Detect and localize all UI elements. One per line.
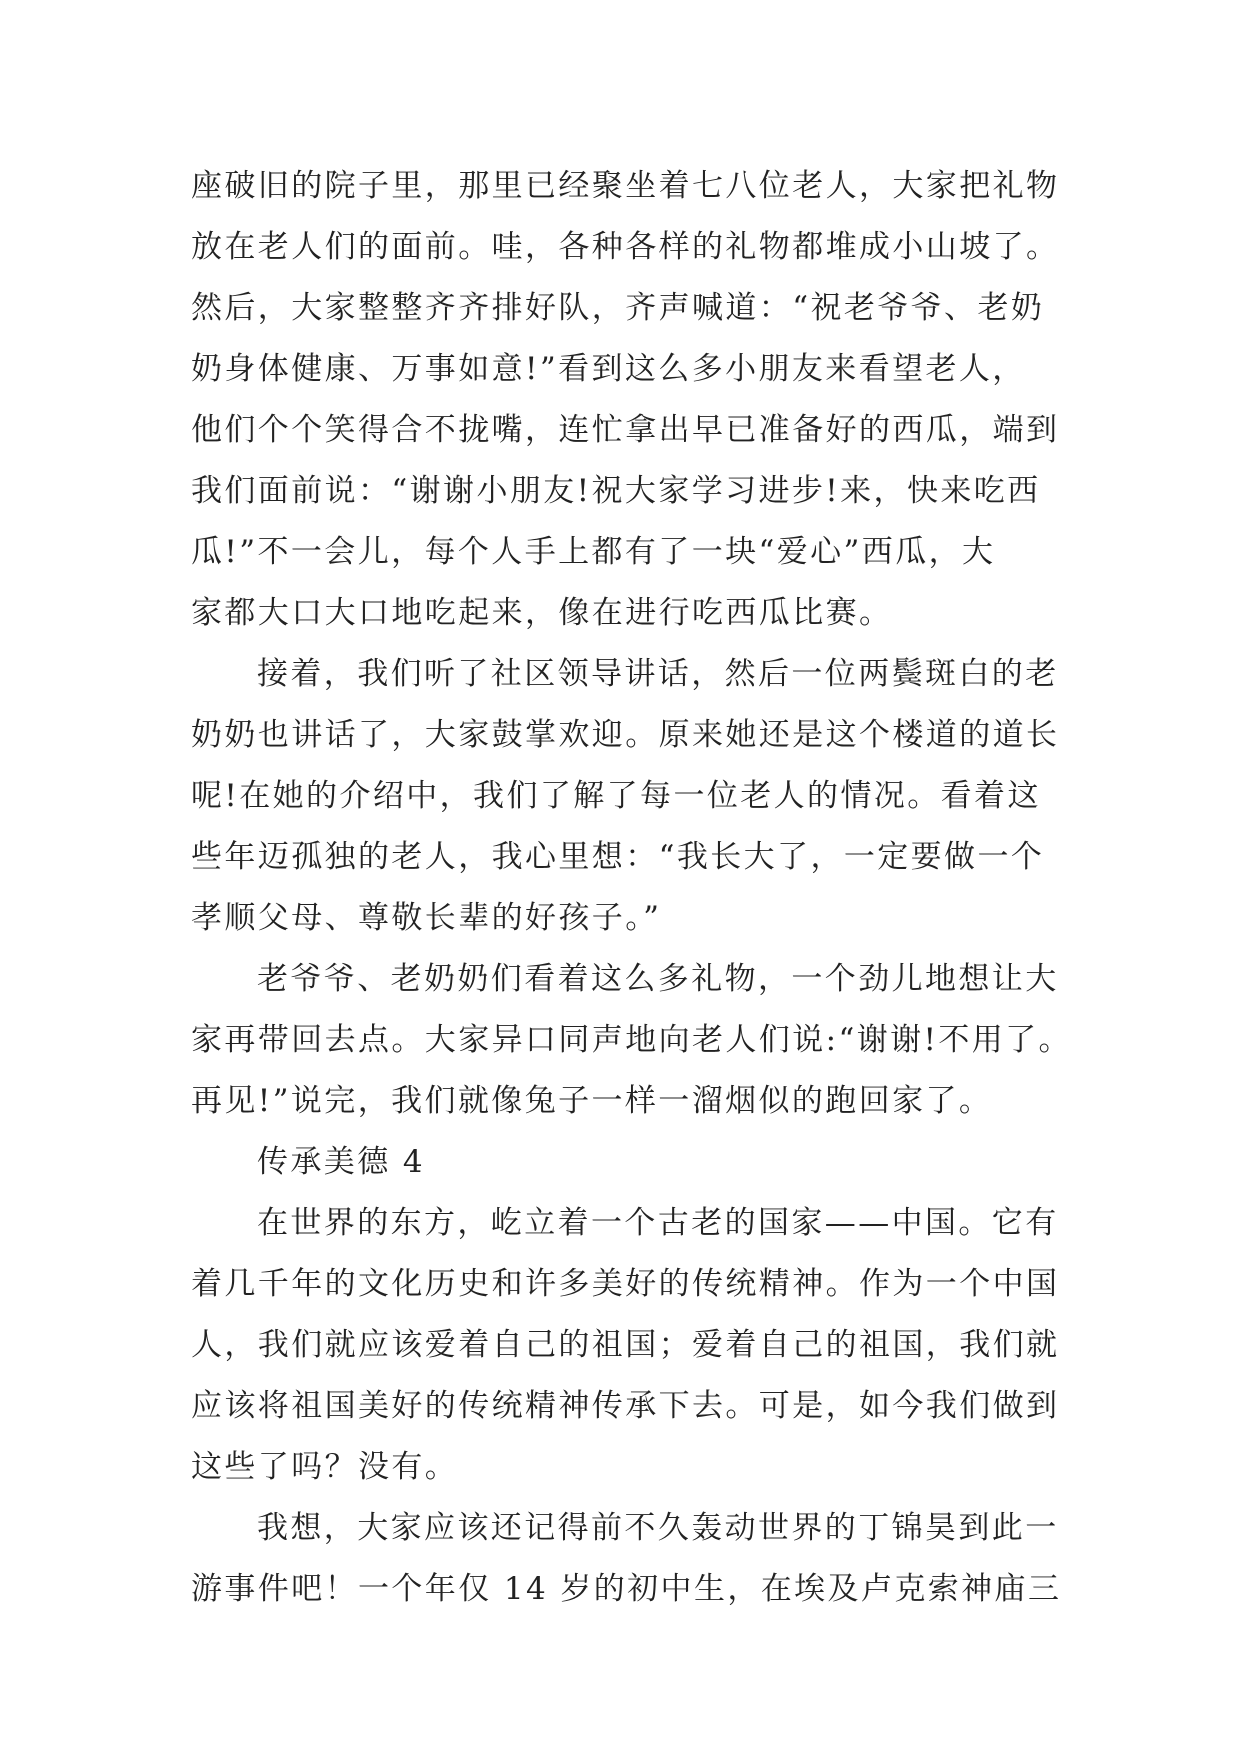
section-heading: 传承美德 4 [257, 1144, 425, 1180]
paragraph-start-line: 接着，我们听了社区领导讲话，然后一位两鬓斑白的老 [257, 656, 1059, 692]
text-line: 孝顺父母、尊敬长辈的好孩子。” [191, 900, 662, 936]
text-line: 呢!在她的介绍中，我们了解了每一位老人的情况。看着这 [191, 778, 1041, 814]
text-line: 着几千年的文化历史和许多美好的传统精神。作为一个中国 [191, 1266, 1060, 1302]
text-line: 座破旧的院子里，那里已经聚坐着七八位老人，大家把礼物 [191, 168, 1060, 204]
text-line: 放在老人们的面前。哇，各种各样的礼物都堆成小山坡了。 [191, 229, 1060, 265]
text-line: 家都大口大口地吃起来，像在进行吃西瓜比赛。 [191, 595, 893, 631]
text-line: 些年迈孤独的老人，我心里想：“我长大了，一定要做一个 [191, 839, 1045, 875]
paragraph-start-line: 在世界的东方，屹立着一个古老的国家——中国。它有 [257, 1205, 1059, 1241]
text-line: 奶奶也讲话了，大家鼓掌欢迎。原来她还是这个楼道的道长 [191, 717, 1060, 753]
text-line: 这些了吗？没有。 [191, 1449, 459, 1485]
text-line: 他们个个笑得合不拢嘴，连忙拿出早已准备好的西瓜，端到 [191, 412, 1060, 448]
text-line: 再见!”说完，我们就像兔子一样一溜烟似的跑回家了。 [191, 1083, 993, 1119]
text-line: 游事件吧！一个年仅 14 岁的初中生，在埃及卢克索神庙三 [191, 1571, 1062, 1607]
text-line: 家再带回去点。大家异口同声地向老人们说:“谢谢!不用了。 [191, 1022, 1072, 1058]
paragraph-start-line: 老爷爷、老奶奶们看着这么多礼物，一个劲儿地想让大 [257, 961, 1059, 997]
paragraph-start-line: 我想，大家应该还记得前不久轰动世界的丁锦昊到此一 [257, 1510, 1059, 1546]
text-line: 然后，大家整整齐齐排好队，齐声喊道：“祝老爷爷、老奶 [191, 290, 1045, 326]
text-line: 人，我们就应该爱着自己的祖国；爱着自己的祖国，我们就 [191, 1327, 1060, 1363]
text-line: 我们面前说：“谢谢小朋友!祝大家学习进步!来，快来吃西 [191, 473, 1041, 509]
text-line: 瓜!”不一会儿，每个人手上都有了一块“爱心”西瓜，大 [191, 534, 996, 570]
body-text [191, 156, 1071, 1620]
text-line: 奶身体健康、万事如意!”看到这么多小朋友来看望老人， [191, 351, 1026, 387]
text-line: 应该将祖国美好的传统精神传承下去。可是，如今我们做到 [191, 1388, 1060, 1424]
